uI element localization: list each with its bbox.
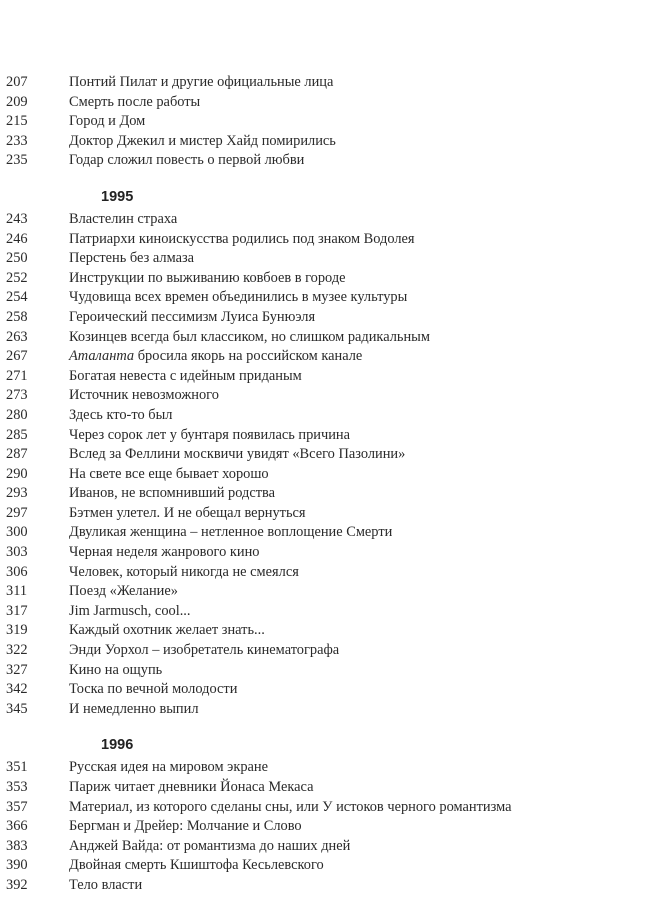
page-number: 383: [6, 837, 28, 854]
toc-entry: [0, 817, 640, 837]
toc-entry: [0, 876, 640, 896]
entry-title: Тело власти: [69, 876, 143, 893]
toc-entry: [0, 778, 640, 798]
toc-entry: [0, 367, 640, 387]
entry-title: Властелин страха: [69, 210, 178, 227]
page-number: 311: [6, 583, 28, 600]
page-number: 243: [6, 210, 28, 227]
page-number: 290: [6, 465, 28, 482]
entry-title: Смерть после работы: [69, 93, 201, 110]
entry-title: Черная неделя жанрового кино: [69, 544, 260, 561]
page-number: 254: [6, 289, 28, 306]
entry-title: Русская идея на мировом экране: [69, 759, 269, 776]
page-number: 209: [6, 93, 28, 110]
entry-title: [69, 347, 640, 367]
entry-title: Патриархи киноискусства родились под знаком Водолея: [69, 230, 415, 247]
entry-title: Поезд «Желание»: [69, 583, 178, 600]
toc-entry: [0, 837, 640, 857]
page-number: 353: [6, 779, 28, 795]
entry-title: Иванов, не вспомнивший родства: [69, 485, 276, 502]
toc-entry: [0, 347, 640, 367]
toc-entry: [0, 621, 640, 641]
toc-entry: [0, 523, 640, 543]
toc-entry: [0, 210, 640, 230]
page-number: 342: [6, 681, 28, 698]
toc-entry: [0, 426, 640, 446]
entry-title: Героический пессимизм Луиса Бунюэля: [69, 308, 316, 325]
entry-title-italic: Аталанта: [69, 348, 135, 365]
toc-entry: [0, 73, 640, 93]
toc-entry: [0, 484, 640, 504]
toc-entry: [0, 112, 640, 132]
entry-title: Бергман и Дрейер: Молчание и Слово: [69, 818, 302, 835]
toc-entry: [0, 700, 640, 720]
entry-title: Двуликая женщина – нетленное воплощение Смерти: [69, 524, 393, 541]
entry-title: Через сорок лет у бунтаря появилась причина: [69, 426, 351, 443]
toc-entry: [0, 602, 640, 622]
page-number: 287: [6, 446, 28, 463]
toc-entry: [0, 641, 640, 661]
toc-entry: [0, 230, 640, 250]
toc-section: [0, 187, 640, 719]
entry-title: Перстень без алмаза: [69, 250, 195, 267]
toc-entry: [0, 288, 640, 308]
entry-title: На свете все еще бывает хорошо: [69, 465, 269, 482]
page-number: 258: [6, 308, 28, 325]
page-number: 366: [6, 818, 28, 835]
toc-entry: [0, 132, 640, 152]
toc-entry: [0, 563, 640, 583]
entry-title: Кино на ощупь: [69, 661, 163, 678]
toc-entry: [0, 856, 640, 876]
entry-title: Бэтмен улетел. И не обещал вернуться: [69, 504, 306, 521]
page-number: 280: [6, 406, 28, 423]
page-number: 285: [6, 426, 28, 443]
toc-entry: [0, 93, 640, 113]
entry-title: Козинцев всегда был классиком, но слишком радикальным: [69, 328, 430, 345]
year-heading: 1996: [101, 737, 134, 754]
entry-title: Двойная смерть Кшиштофа Кесьлевского: [69, 857, 324, 874]
page-number: 351: [6, 759, 28, 776]
page-number: 327: [6, 661, 28, 678]
page-number: 235: [6, 152, 28, 169]
entry-title: Материал, из которого сделаны сны, или У истоков черного романтизма: [69, 798, 512, 815]
page-number: 252: [6, 269, 28, 286]
entry-title: Jim Jarmusch, cool...: [69, 602, 191, 619]
page-number: 319: [6, 622, 28, 639]
toc-entry: [0, 582, 640, 602]
entry-title: Тоска по вечной молодости: [69, 681, 238, 698]
toc-entry: [0, 798, 640, 818]
page-number: 250: [6, 250, 28, 267]
page-number: 345: [6, 700, 28, 717]
toc-entry: [0, 445, 640, 465]
toc-entry: [0, 504, 640, 524]
page-number: 273: [6, 387, 28, 404]
page-number: 207: [6, 74, 28, 90]
toc-entry: [0, 249, 640, 269]
toc-section: [0, 735, 640, 895]
toc-entry: [0, 308, 640, 328]
toc-section: [0, 73, 640, 171]
entry-title: Чудовища всех времен объединились в музее культуры: [69, 289, 408, 306]
page-number: 263: [6, 328, 28, 345]
toc-entry: [0, 680, 640, 700]
entry-title: Город и Дом: [69, 113, 146, 130]
page-number: 297: [6, 504, 28, 521]
entry-title: Источник невозможного: [69, 387, 219, 404]
page-number: 293: [6, 485, 28, 502]
toc-entry: [0, 269, 640, 289]
entry-title: Анджей Вайда: от романтизма до наших дней: [69, 837, 351, 854]
page-number: 317: [6, 602, 28, 619]
page-number: 306: [6, 563, 28, 580]
toc-entry: [0, 758, 640, 778]
toc-entry: [0, 406, 640, 426]
toc-entry: [0, 328, 640, 348]
page-number: 300: [6, 524, 28, 541]
page-number: 322: [6, 642, 28, 659]
page-number: 246: [6, 230, 28, 247]
page-number: 392: [6, 876, 28, 893]
entry-title: Вслед за Феллини москвичи увидят «Всего Пазолини»: [69, 446, 406, 463]
toc-entry: [0, 465, 640, 485]
page-number: 233: [6, 132, 28, 149]
toc-entry: [0, 386, 640, 406]
toc-entry: [0, 151, 640, 171]
entry-title: Человек, который никогда не смеялся: [69, 563, 299, 580]
entry-title: Здесь кто-то был: [69, 406, 173, 423]
entry-title: Богатая невеста с идейным приданым: [69, 367, 302, 384]
table-of-contents: [0, 73, 640, 896]
entry-title: И немедленно выпил: [69, 700, 199, 717]
page-number: 303: [6, 544, 28, 561]
toc-entry: [0, 661, 640, 681]
entry-title: Понтий Пилат и другие официальные лица: [69, 74, 334, 90]
page-number: 267: [6, 348, 28, 365]
entry-title: Энди Уорхол – изобретатель кинематографа: [69, 642, 340, 659]
page-number: 271: [6, 367, 28, 384]
entry-title: Инструкции по выживанию ковбоев в городе: [69, 269, 346, 286]
page-number: 390: [6, 857, 28, 874]
entry-title: Доктор Джекил и мистер Хайд помирились: [69, 132, 336, 149]
year-heading: 1995: [101, 188, 134, 205]
entry-title: Годар сложил повесть о первой любви: [69, 152, 305, 169]
page-number: 357: [6, 798, 28, 815]
page-number: 215: [6, 113, 28, 130]
toc-entry: [0, 543, 640, 563]
entry-title: Париж читает дневники Йонаса Мекаса: [69, 779, 314, 795]
entry-title-rest: бросила якорь на российском канале: [134, 348, 363, 365]
entry-title: Каждый охотник желает знать...: [69, 622, 265, 639]
